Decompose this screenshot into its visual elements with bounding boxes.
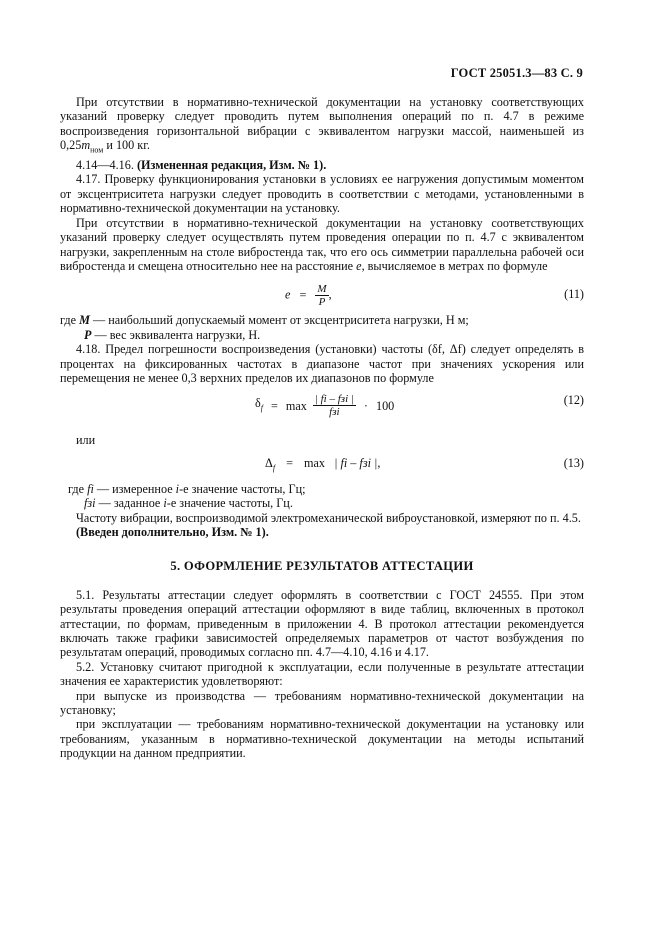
where-fi-text-end: -е значение частоты, Гц; <box>179 481 306 496</box>
formula-13-eq: = <box>286 455 293 470</box>
where-word: где <box>60 313 80 328</box>
formula-12-mult: · <box>363 398 368 413</box>
formula-12-eq: = <box>270 398 278 413</box>
formula-13-tail: , <box>377 455 381 470</box>
where-P-text: — вес эквивалента нагрузки, Н. <box>91 327 261 342</box>
where-fzi-text-end: -е значение частоты, Гц. <box>166 496 293 511</box>
paragraph-no-docs-horizontal <box>60 95 584 158</box>
formula-11-fraction <box>315 283 328 308</box>
formula-12-lhs-sub: f <box>260 403 263 413</box>
formula-11-lhs: e <box>285 287 291 302</box>
formula-11-tail: , <box>328 287 332 302</box>
formula-12-factor: 100 <box>375 398 395 413</box>
clause-ref: 4.14—4.16. <box>76 158 137 173</box>
symbol-fi: fi <box>87 481 94 496</box>
formula-13-expr: | fi – fзi | <box>334 455 378 470</box>
amendment-note-added: (Введен дополнительно, Изм. № 1). <box>76 524 269 539</box>
section-5-title: 5. ОФОРМЛЕНИЕ РЕЗУЛЬТАТОВ АТТЕСТАЦИИ <box>170 559 474 574</box>
formula-12-numerator: | fi – fзi | <box>314 393 354 406</box>
formula-12-max: max <box>285 398 307 413</box>
formula-11-eq: = <box>299 287 307 302</box>
formula-13-number: (13) <box>563 455 584 470</box>
paragraph-text: При отсутствии в нормативно-технической документации на установку соответствующих указаний проверку следует осуществлять путем проведения операции по п. 4.7 с эквивалентом нагрузки, закрепленным на столе вибростенда так, что его ось симметрии параллельна рабочей оси вибростенда и смещена относительно нее на расстояние <box>60 215 584 273</box>
paragraph-operation: при эксплуатации — требованиям нормативно-технической документации на установку или требованиям, указанным в нормативно-технической документации на методы испытаний продукции на данном предприятии. <box>60 717 584 761</box>
distance-symbol: e <box>356 258 362 273</box>
paragraph-text: При отсутствии в нормативно-технической документации на установку соответствующих указаний проверку следует проводить путем выполнения операций по п. 4.7 в режиме воспроизведения горизонтальной вибрации с эквивалентом нагрузки массой, наименьшей из 0,25 <box>60 95 584 153</box>
where-M-text: — наибольший допускаемый момент от эксцентриситета нагрузки, Н м; <box>89 313 469 328</box>
paragraph-frequency-measure: Частоту вибрации, воспроизводимой электромеханической виброустановкой, измеряют по п. 4.5. <box>76 510 581 525</box>
formula-11-number: (11) <box>564 287 584 302</box>
formula-12-delta: δ <box>255 395 261 410</box>
where-fi <box>60 482 584 496</box>
amendment-note: (Измененная редакция, Изм. № 1). <box>136 158 327 173</box>
symbol-P: P <box>84 327 92 342</box>
formula-12-lhs <box>255 396 263 416</box>
formula-13-max: max <box>304 455 326 470</box>
page-header: ГОСТ 25051.3—83 С. 9 <box>450 66 583 80</box>
mass-subscript: ном <box>90 145 104 155</box>
mass-symbol: m <box>81 138 91 153</box>
where-fi-text: — измеренное <box>93 481 176 496</box>
symbol-M: M <box>79 313 90 328</box>
index-i: i <box>163 496 167 511</box>
where-fzi-text: — заданное <box>95 496 164 511</box>
paragraph-4-17: 4.17. Проверку функционирования установки в условиях ее нагружения допустимым моментом от эксцентриситета нагрузки следует проводить в соответствии с методами, установленными в нормативно-технической документации на установку. <box>60 172 584 216</box>
formula-13-lhs-sub: f <box>272 463 276 473</box>
where-fzi <box>60 496 584 510</box>
index-i: i <box>175 481 180 496</box>
paragraph-4-14-4-16 <box>60 158 584 172</box>
where-P <box>60 328 584 342</box>
paragraph-5-2: 5.2. Установку считают пригодной к эксплуатации, если полученные в результате аттестации значения ее характеристик удовлетворяют: <box>60 659 584 689</box>
formula-13-lhs <box>265 455 276 473</box>
formula-11-numerator: M <box>317 283 327 296</box>
document-body <box>60 95 584 761</box>
where-word: где <box>68 481 88 496</box>
or-word: или <box>76 433 96 448</box>
formula-13-delta: Δ <box>265 455 273 470</box>
paragraph-text-end: , вычисляемое в метрах по формуле <box>361 258 548 273</box>
formula-12 <box>60 389 584 433</box>
formula-12-number: (12) <box>563 393 584 408</box>
paragraph-4-18: 4.18. Предел погрешности воспроизведения (установки) частоты (δf, Δf) следует определять в процентах на фиксированных частотах в диапазоне частот при значениях ускорения или перемещения не менее 0,3 верхних пределов их диапазонов по формуле <box>60 342 584 385</box>
formula-11 <box>60 279 584 313</box>
paragraph-release: при выпуске из производства — требованиям нормативно-технической документации на установку; <box>60 688 584 718</box>
paragraph-eccentricity <box>60 216 584 274</box>
paragraph-text-end: и 100 кг. <box>103 138 150 153</box>
symbol-fzi: fзi <box>84 496 96 511</box>
paragraph-5-1: 5.1. Результаты аттестации следует оформлять в соответствии с ГОСТ 24555. При этом результаты проведения операций аттестации оформляют в виде таблиц, включенных в протокол аттестации, по формам, приведенным в приложении 4. В протокол аттестации рекомендуется включать также графики зависимостей определяемых параметров от частот возбуждения по результатам операций, проводимых согласно пп. 4.7—4.10, 4.16 и 4.17. <box>60 587 584 660</box>
formula-11-denominator: P <box>318 296 326 309</box>
formula-12-fraction <box>313 393 356 418</box>
formula-13 <box>60 452 584 482</box>
where-M <box>60 313 584 327</box>
formula-12-denominator: fзi <box>329 406 340 419</box>
